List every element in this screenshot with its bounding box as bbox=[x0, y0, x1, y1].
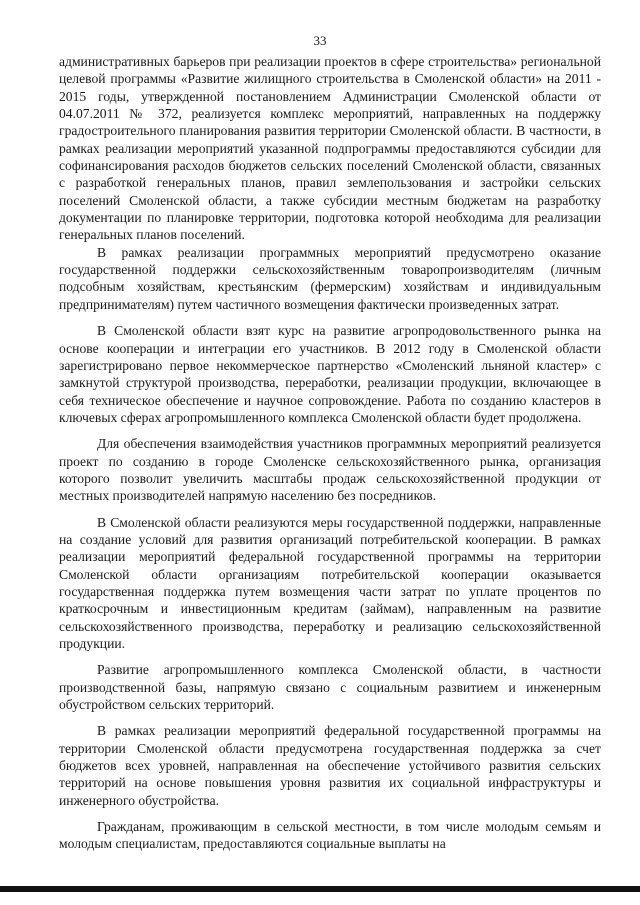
document-body bbox=[59, 53, 601, 853]
bottom-scan-border bbox=[0, 886, 640, 892]
paragraph-3: В Смоленской области взят курс на развитие агропродовольственного рынка на основе кооперации и интеграции его участников. В 2012 году в Смоленской области зарегистрировано первое некоммерческое партнерство «Смоленский льняной кластер» с замкнутой структурой производства, переработки, реализации продукции, включающее в себя техническое обеспечение и научное сопровождение. Работа по созданию кластеров в ключевых сферах агропромышленного комплекса Смоленской области будет продолжена. bbox=[59, 323, 601, 425]
paragraph-4: Для обеспечения взаимодействия участников программных мероприятий реализуется проект по созданию в городе Смоленске сельскохозяйственного рынка, организация которого позволит увеличить масштабы продаж сельскохозяйственной продукции от местных производителей напрямую населению без посредников. bbox=[59, 436, 601, 504]
paragraph-7: В рамках реализации мероприятий федеральной государственной программы на территории Смоленской области предусмотрена государственная поддержка за счет бюджетов всех уровней, направленная на обеспечение устойчивого развития сельских территорий на основе повышения уровня развития их социальной инфраструктуры и инженерного обустройства. bbox=[59, 723, 601, 808]
paragraph-1: административных барьеров при реализации проектов в сфере строительства» региональной целевой программы «Развитие жилищного строительства в Смоленской области» на 2011 - 2015 годы, утвержденной постановлением Администрации Смоленской области от 04.07.2011 № 372, реализуется комплекс мероприятий, направленных на поддержку градостроительного планирования развития территории Смоленской области. В частности, в рамках реализации мероприятий указанной подпрограммы предоставляются субсидии для софинансирования расходов бюджетов сельских поселений Смоленской области, связанных с разработкой генеральных планов, правил землепользования и застройки сельских поселений Смоленской области, а также субсидии местным бюджетам на разработку документации по планировке территории, подготовка которой необходима для реализации генеральных планов поселений. bbox=[59, 54, 601, 243]
paragraph-2: В рамках реализации программных мероприятий предусмотрено оказание государственной поддержки сельскохозяйственным товаропроизводителям (личным подсобным хозяйствам, крестьянским (фермерским) хозяйствам и индивидуальным предпринимателям) путем частичного возмещения фактически произведенных затрат. bbox=[59, 244, 601, 312]
paragraph-5: В Смоленской области реализуются меры государственной поддержки, направленные на создание условий для развития организаций потребительской кооперации. В рамках реализации мероприятий федеральной государственной программы на территории Смоленской области организациям потребительской кооперации оказывается государственная поддержка путем возмещения части затрат по уплате процентов по краткосрочным и инвестиционным кредитам (займам), направленным на развитие сельскохозяйственного производства, переработку и реализацию сельскохозяйственной продукции. bbox=[59, 514, 601, 651]
paragraph-8: Гражданам, проживающим в сельской местности, в том числе молодым семьям и молодым специалистам, предоставляются социальные выплаты на bbox=[59, 819, 601, 852]
paragraph-6: Развитие агропромышленного комплекса Смоленской области, в частности производственной базы, напрямую связано с социальным развитием и инженерным обустройством сельских территорий. bbox=[59, 662, 601, 713]
page-number: 33 bbox=[313, 33, 327, 48]
